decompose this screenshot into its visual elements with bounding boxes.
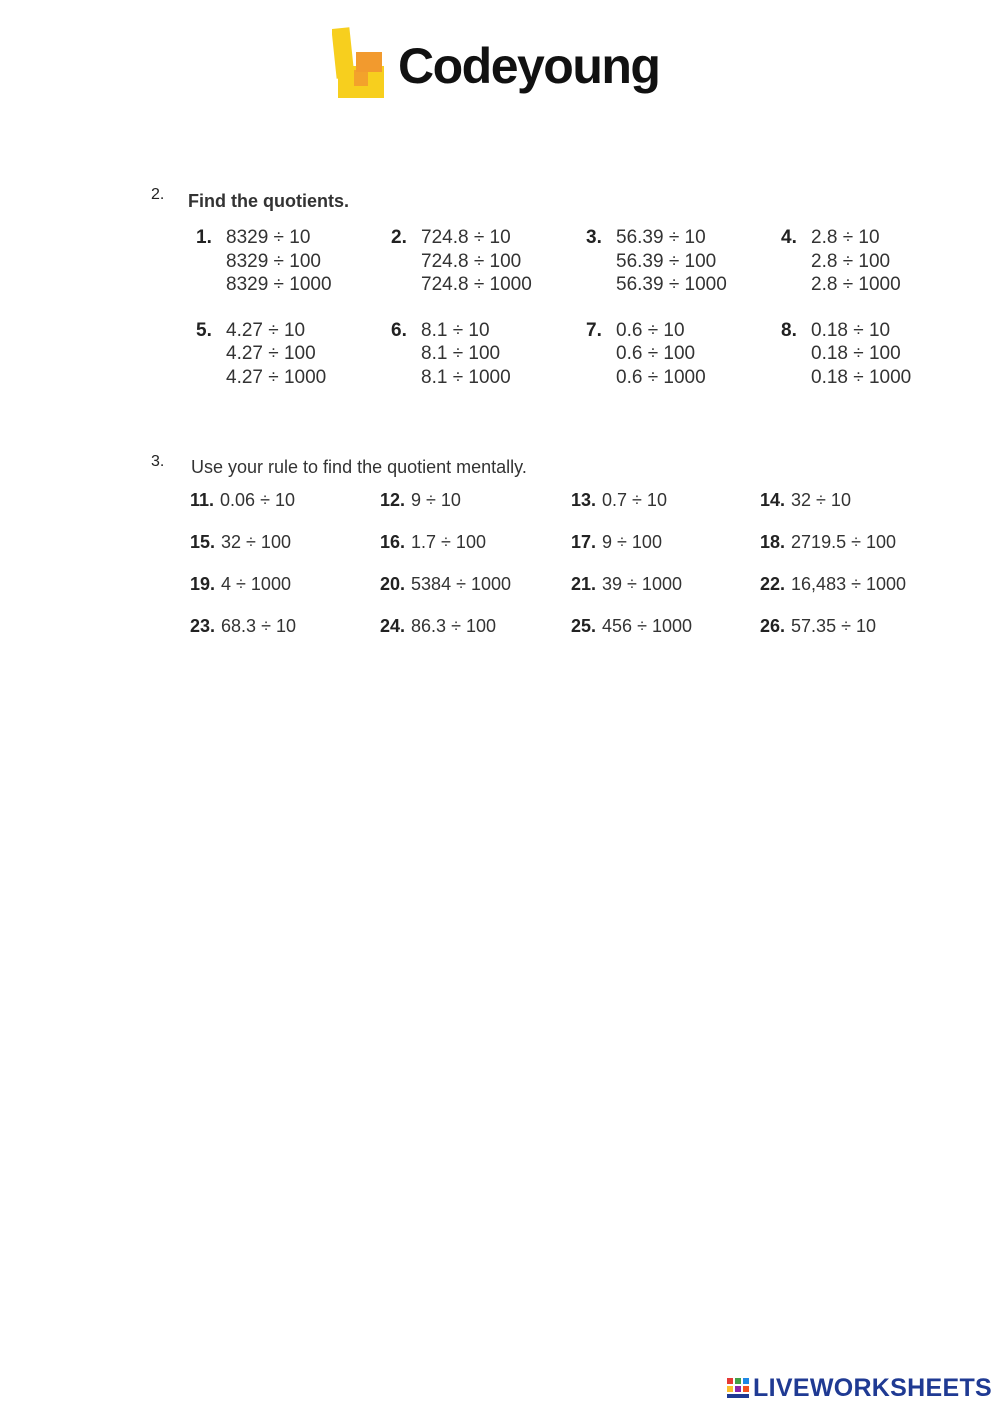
problem-line: 8329 ÷ 10: [226, 227, 311, 248]
problem-number: 3.: [586, 227, 602, 248]
problem-number: 16.: [380, 532, 406, 552]
problem-item: [190, 531, 380, 554]
problem-expression: 32 ÷ 100: [221, 532, 291, 552]
section-3-number: 3.: [151, 453, 165, 470]
problem-number: 15.: [190, 532, 216, 552]
problem-number: 18.: [760, 532, 786, 552]
problem-item: [586, 226, 781, 297]
problem-expression: 68.3 ÷ 10: [221, 616, 296, 636]
problem-item: [391, 319, 586, 390]
problem-item: [380, 615, 571, 638]
problem-item: [586, 319, 781, 390]
problem-line: 0.18 ÷ 100: [811, 343, 901, 364]
problem-item: [760, 573, 970, 596]
problem-line: 0.18 ÷ 10: [811, 319, 891, 341]
section-2-problems: [196, 226, 976, 389]
problem-expression: 86.3 ÷ 100: [411, 616, 496, 636]
problem-number: 14.: [760, 490, 786, 510]
problem-item: [781, 319, 976, 390]
problem-line: 4.27 ÷ 1000: [226, 366, 327, 388]
problem-expression: 456 ÷ 1000: [602, 616, 692, 636]
problem-expression: 39 ÷ 1000: [602, 574, 682, 594]
problem-line: 0.6 ÷ 1000: [616, 366, 706, 388]
problem-line: 8.1 ÷ 10: [421, 319, 490, 341]
problem-line: 2.8 ÷ 100: [811, 250, 891, 272]
problem-item: [196, 226, 391, 297]
problem-line: 4.27 ÷ 100: [226, 343, 316, 364]
problem-number: 19.: [190, 574, 216, 594]
problem-item: [380, 531, 571, 554]
problem-number: 2.: [391, 227, 407, 248]
problem-line: 8329 ÷ 100: [226, 250, 321, 272]
problem-expression: 9 ÷ 100: [602, 532, 662, 552]
problem-expression: 4 ÷ 1000: [221, 574, 291, 594]
problem-number: 25.: [571, 616, 597, 636]
problem-item: [196, 319, 391, 390]
problem-item: [190, 615, 380, 638]
problem-number: 13.: [571, 490, 597, 510]
problem-line: 56.39 ÷ 100: [616, 250, 717, 272]
problem-line: 0.6 ÷ 100: [616, 343, 696, 364]
problem-item: [760, 531, 970, 554]
problem-number: 21.: [571, 574, 597, 594]
problem-number: 12.: [380, 490, 406, 510]
problem-item: [190, 573, 380, 596]
problem-number: 23.: [190, 616, 216, 636]
problem-expression: 0.7 ÷ 10: [602, 490, 667, 510]
problem-number: 26.: [760, 616, 786, 636]
problem-line: 0.6 ÷ 10: [616, 319, 685, 341]
problem-item: [380, 573, 571, 596]
problem-item: [571, 489, 760, 512]
problem-number: 11.: [190, 490, 215, 510]
problem-expression: 57.35 ÷ 10: [791, 616, 876, 636]
problem-item: [571, 615, 760, 638]
problem-expression: 32 ÷ 10: [791, 490, 851, 510]
liveworksheets-logo-icon: [726, 1376, 750, 1400]
problem-number: 6.: [391, 319, 407, 341]
problem-number: 17.: [571, 532, 597, 552]
problem-item: [571, 531, 760, 554]
problem-expression: 9 ÷ 10: [411, 490, 461, 510]
section-3-problems: [190, 489, 970, 638]
problem-item: [760, 615, 970, 638]
section-3-title: Use your rule to find the quotient mentally.: [191, 457, 527, 477]
section-2-number: 2.: [151, 186, 165, 203]
problem-item: [781, 226, 976, 297]
problem-line: 724.8 ÷ 10: [421, 227, 511, 248]
problem-line: 2.8 ÷ 10: [811, 227, 880, 248]
problem-expression: 16,483 ÷ 1000: [791, 574, 907, 594]
problem-expression: 1.7 ÷ 100: [411, 532, 486, 552]
problem-number: 1.: [196, 227, 212, 248]
problem-line: 724.8 ÷ 100: [421, 250, 522, 272]
problem-line: 8329 ÷ 1000: [226, 274, 332, 295]
section-2-title: Find the quotients.: [188, 191, 349, 211]
problem-number: 20.: [380, 574, 406, 594]
problem-number: 22.: [760, 574, 786, 594]
problem-number: 24.: [380, 616, 406, 636]
problem-item: [380, 489, 571, 512]
problem-item: [571, 573, 760, 596]
problem-item: [760, 489, 970, 512]
problem-line: 724.8 ÷ 1000: [421, 274, 532, 295]
codeyoung-logo-mark-icon: [332, 26, 388, 102]
problem-item: [190, 489, 380, 512]
brand-name: Codeyoung: [398, 38, 660, 94]
liveworksheets-watermark: [726, 1373, 992, 1403]
problem-number: 7.: [586, 319, 602, 341]
watermark-text: LIVEWORKSHEETS: [753, 1373, 992, 1402]
problem-number: 8.: [781, 319, 797, 341]
problem-line: 8.1 ÷ 1000: [421, 366, 511, 388]
problem-expression: 5384 ÷ 1000: [411, 574, 511, 594]
problem-line: 8.1 ÷ 100: [421, 343, 501, 364]
problem-line: 4.27 ÷ 10: [226, 319, 306, 341]
problem-line: 0.18 ÷ 1000: [811, 366, 912, 388]
problem-line: 2.8 ÷ 1000: [811, 274, 901, 295]
problem-line: 56.39 ÷ 1000: [616, 274, 727, 295]
problem-expression: 0.06 ÷ 10: [220, 490, 295, 510]
problem-number: 4.: [781, 227, 797, 248]
codeyoung-logo: [332, 26, 672, 106]
problem-expression: 2719.5 ÷ 100: [791, 532, 896, 552]
problem-number: 5.: [196, 319, 212, 341]
problem-line: 56.39 ÷ 10: [616, 227, 706, 248]
problem-item: [391, 226, 586, 297]
